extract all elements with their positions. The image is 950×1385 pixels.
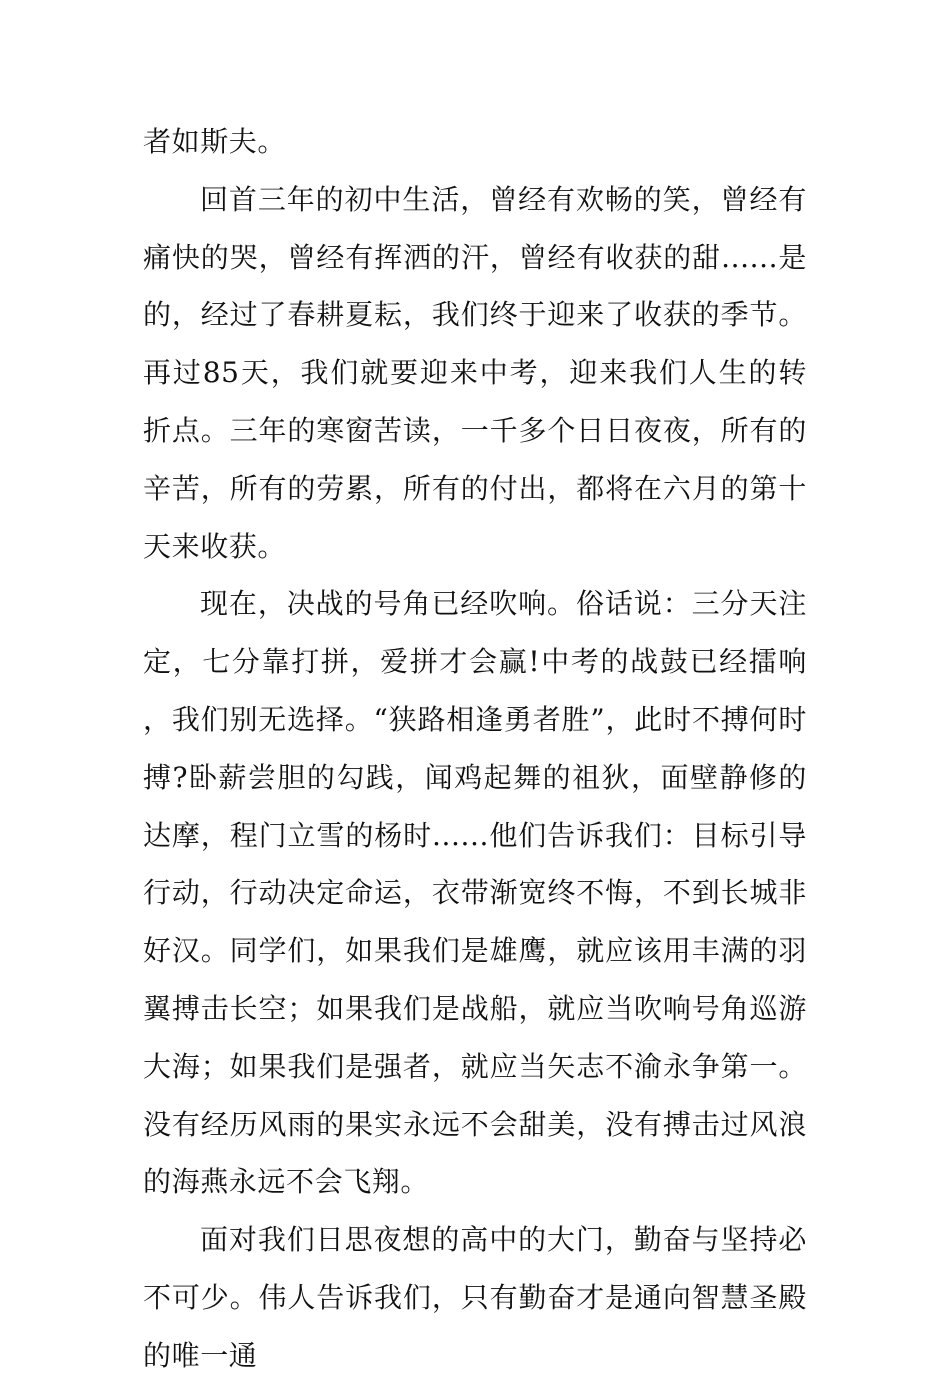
paragraph-review: 回首三年的初中生活，曾经有欢畅的笑，曾经有痛快的哭，曾经有挥洒的汗，曾经有收获的甜......是的，经过了春耕夏耘，我们终于迎来了收获的季节。再过85天，我们就要迎来中考，迎来我们人生的转折点。三年的寒窗苦读，一千多个日日夜夜，所有的辛苦，所有的劳累，所有的付出，都将在六月的第十天来收获。 bbox=[143, 182, 807, 563]
document-body bbox=[143, 113, 807, 1385]
paragraph-continuation: 者如斯夫。 bbox=[143, 125, 287, 158]
paragraph-battle: 现在，决战的号角已经吹响。俗话说：三分天注定，七分靠打拼，爱拼才会赢!中考的战鼓已经擂响，我们别无选择。“狭路相逢勇者胜”，此时不搏何时搏?卧薪尝胆的勾践，闻鸡起舞的祖狄，面壁静修的达摩，程门立雪的杨时......他们告诉我们：目标引导行动，行动决定命运，衣带渐宽终不悔，不到长城非好汉。同学们，如果我们是雄鹰，就应该用丰满的羽翼搏击长空；如果我们是战船，就应当吹响号角巡游大海；如果我们是强者，就应当矢志不渝永争第一。没有经历风雨的果实永远不会甜美，没有搏击过风浪的海燕永远不会飞翔。 bbox=[143, 587, 807, 1199]
paragraph-diligence: 面对我们日思夜想的高中的大门，勤奋与坚持必不可少。伟人告诉我们，只有勤奋才是通向智慧圣殿的唯一通 bbox=[143, 1223, 807, 1372]
